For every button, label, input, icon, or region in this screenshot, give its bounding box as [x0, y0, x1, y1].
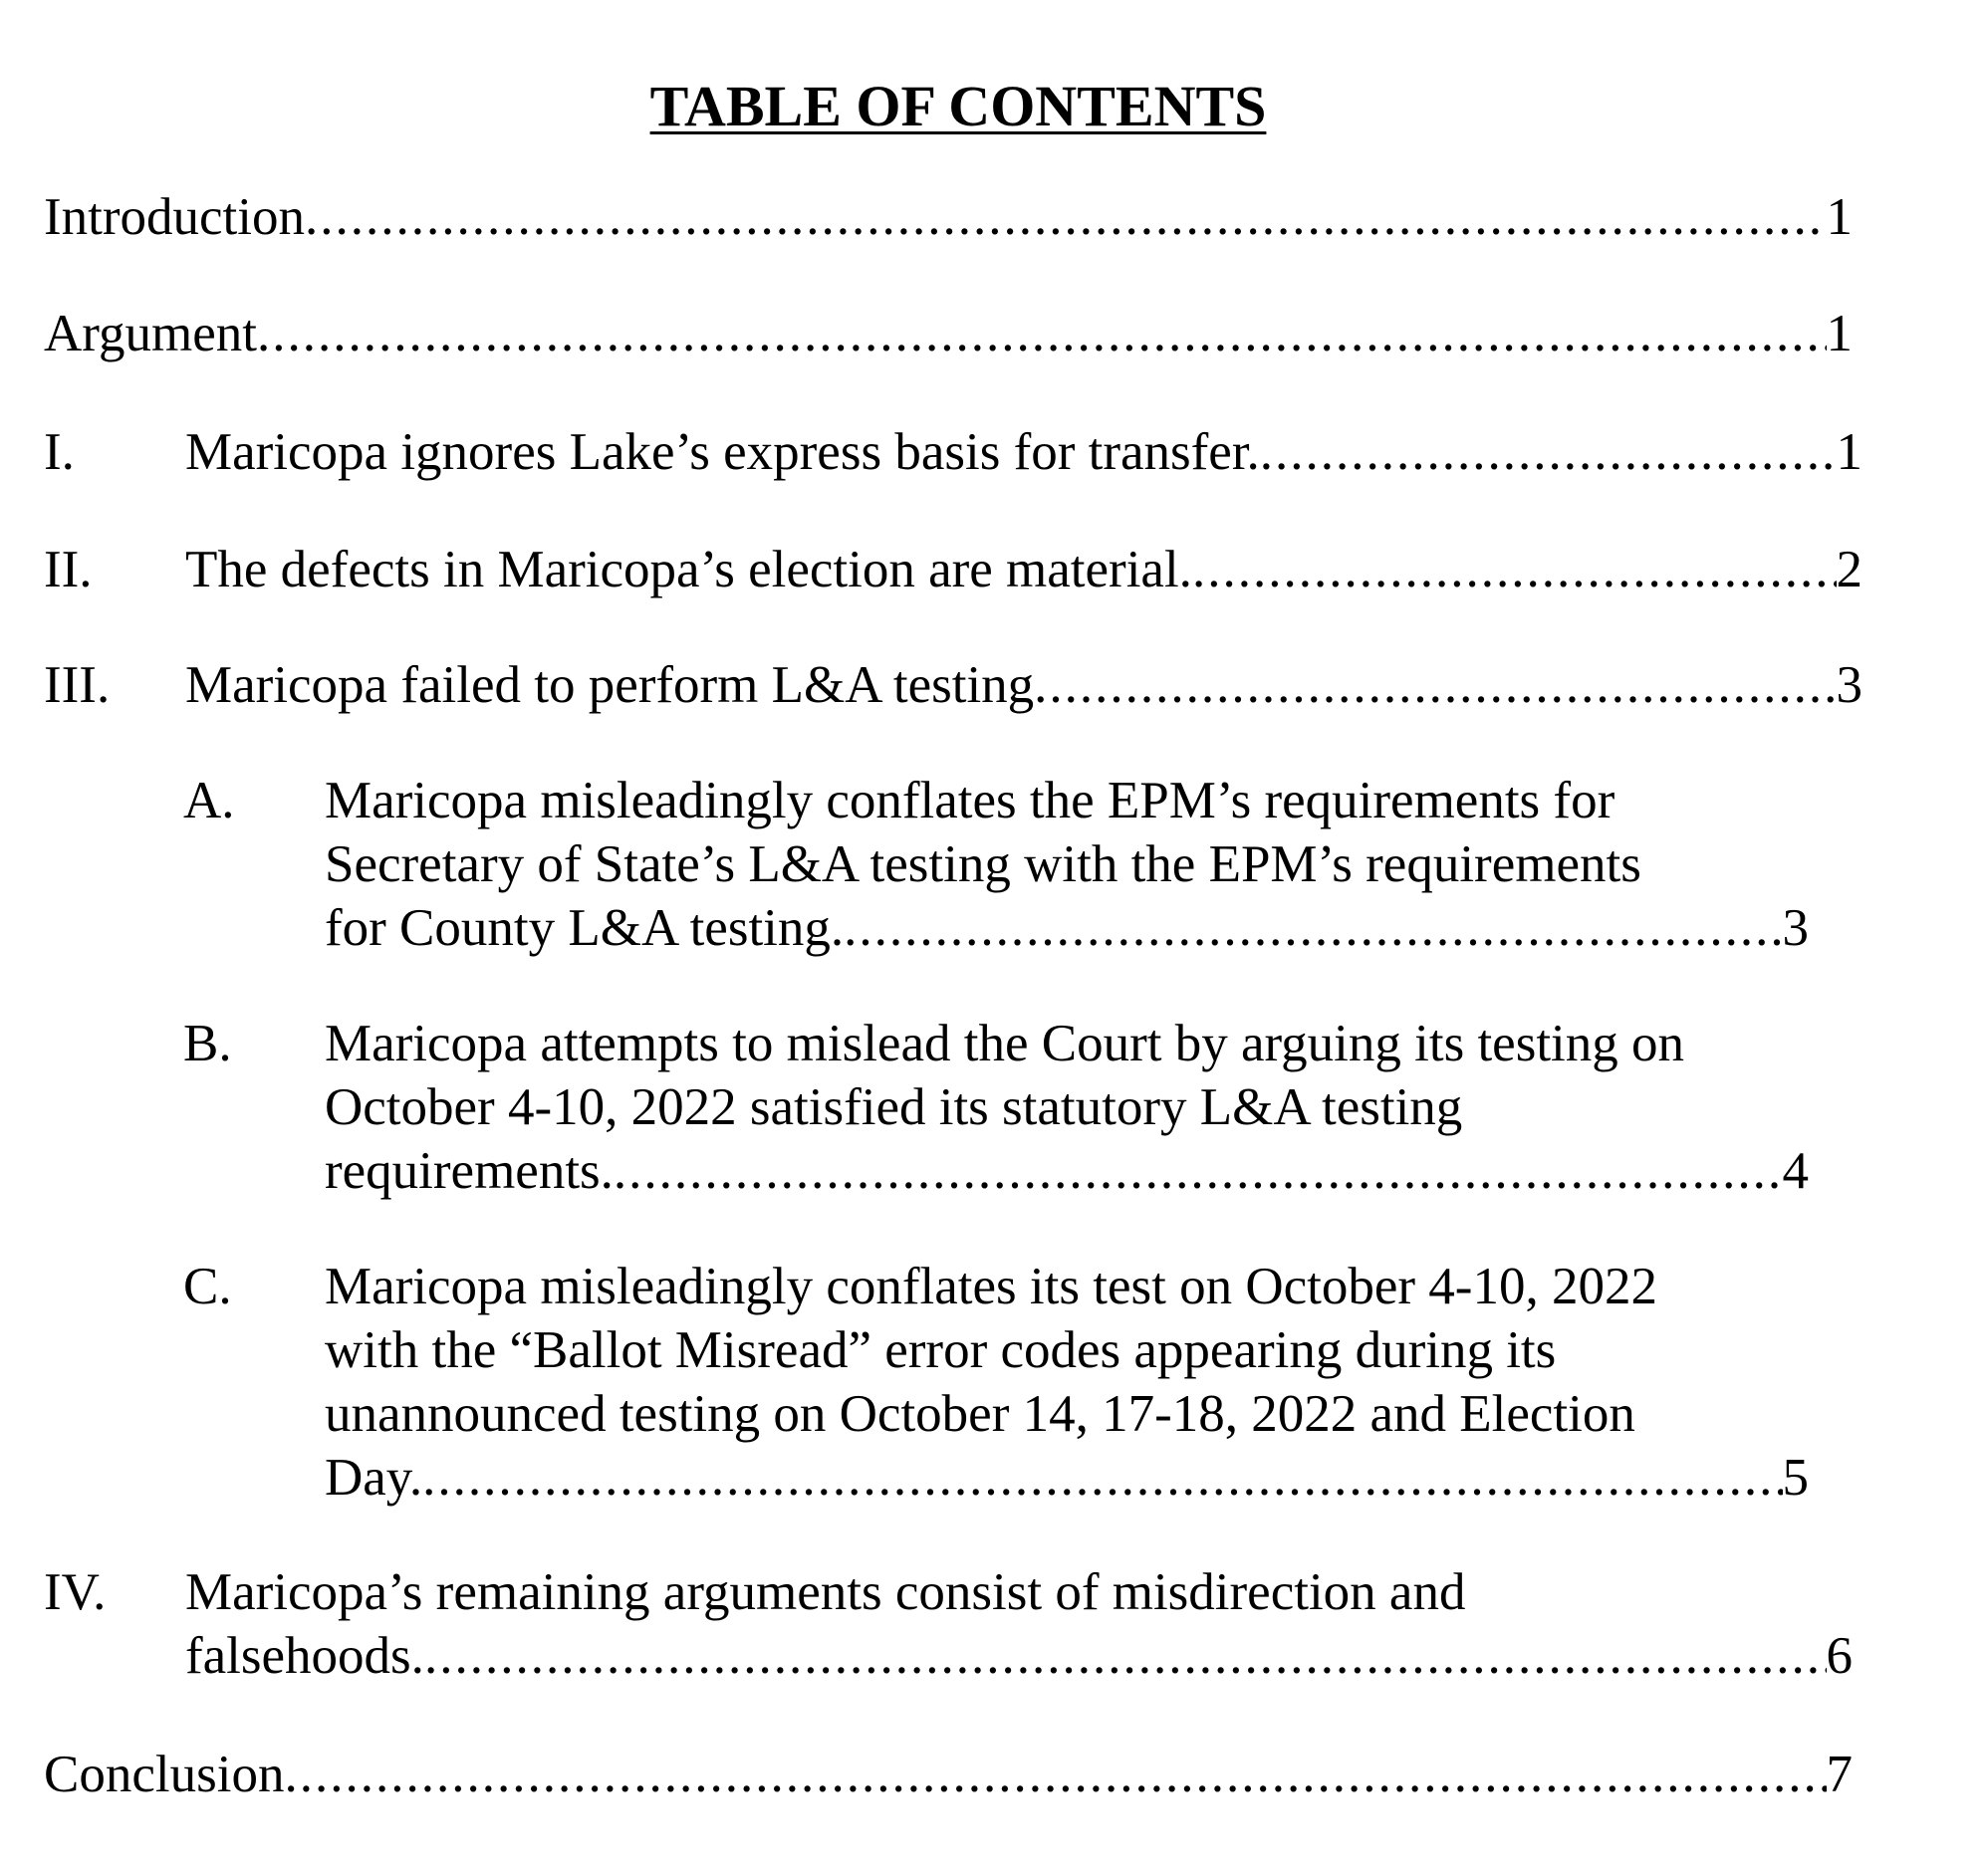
toc-entry-last-line [185, 1624, 1853, 1688]
toc-page-number: 6 [1826, 1627, 1853, 1685]
toc-entry-title: Introduction [44, 188, 305, 246]
toc-entry-text [325, 769, 1809, 960]
toc-entry-text [44, 185, 1853, 249]
toc-entry-title: Conclusion [44, 1746, 285, 1803]
toc-page-number: 3 [1836, 656, 1863, 714]
dot-leader [305, 185, 1827, 249]
toc-entry-last-line [325, 1139, 1809, 1203]
toc-entry-text [185, 653, 1863, 717]
toc-entry-last-line [185, 653, 1863, 717]
toc-page-number: 1 [1826, 188, 1853, 246]
toc-entry-last-line [185, 538, 1863, 601]
dot-leader [1192, 538, 1837, 601]
dot-leader [844, 896, 1782, 960]
toc-page-number: 2 [1836, 541, 1863, 598]
toc-entry-text [185, 420, 1863, 484]
toc-entry-line: unannounced testing on October 14, 17-18, 2022 and Election [325, 1385, 1635, 1443]
dot-leader [424, 1624, 1827, 1688]
toc-entry-title: Argument [44, 305, 257, 362]
toc-entry-text [185, 538, 1863, 601]
toc-page-number: 4 [1782, 1142, 1809, 1200]
toc-entry-last-line [44, 185, 1853, 249]
toc-entry-last-line [44, 1743, 1853, 1806]
toc-entry-line: Maricopa misleadingly conflates the EPM’s requirements for [325, 772, 1615, 829]
toc-entry-number: III. [44, 656, 111, 714]
toc-entry-number: I. [44, 423, 75, 481]
toc-entry-last-line [185, 420, 1863, 484]
toc-page-number: 3 [1782, 899, 1809, 957]
toc-entry-line: Maricopa misleadingly conflates its test on October 4-10, 2022 [325, 1258, 1657, 1315]
toc-entry-number: C. [183, 1258, 232, 1315]
toc-entry-line: with the “Ballot Misread” error codes appearing during its [325, 1321, 1557, 1379]
dot-leader [614, 1139, 1783, 1203]
toc-entry-title: falsehoods. [185, 1627, 424, 1685]
toc-entry-text [325, 1012, 1809, 1203]
toc-entry-text [185, 1560, 1853, 1688]
toc-page-number: 1 [1836, 423, 1863, 481]
dot-leader [1260, 420, 1837, 484]
toc-entry-number: IV. [44, 1563, 107, 1621]
toc-entry-last-line [325, 1446, 1809, 1510]
toc-entry-last-line [44, 302, 1853, 365]
dot-leader [1034, 653, 1836, 717]
toc-title: TABLE OF CONTENTS [649, 74, 1267, 138]
toc-entry-title: Maricopa failed to perform L&A testing [185, 656, 1035, 714]
toc-entry-title: Maricopa ignores Lake’s express basis for transfer. [185, 423, 1260, 481]
toc-entry-line: Secretary of State’s L&A testing with the EPM’s requirements [325, 835, 1641, 893]
toc-entry-last-line [325, 896, 1809, 960]
toc-entry-title: requirements. [325, 1142, 614, 1200]
toc-entry-line: October 4-10, 2022 satisfied its statutory L&A testing [325, 1078, 1463, 1136]
toc-entry-text [325, 1255, 1809, 1510]
toc-entry-text [44, 1743, 1853, 1806]
toc-entry-number: A. [183, 772, 235, 829]
toc-entry-number: II. [44, 541, 93, 598]
dot-leader [422, 1446, 1782, 1510]
dot-leader [257, 302, 1827, 365]
toc-entry-number: B. [183, 1015, 232, 1072]
toc-page-number: 1 [1826, 305, 1853, 362]
toc-entry-title: The defects in Maricopa’s election are material. [185, 541, 1192, 598]
toc-page-number: 5 [1782, 1449, 1809, 1507]
toc-entry-line: Maricopa’s remaining arguments consist of misdirection and [185, 1563, 1466, 1621]
toc-entry-text [44, 302, 1853, 365]
toc-entry-title: for County L&A testing. [325, 899, 845, 957]
toc-page-number: 7 [1826, 1746, 1853, 1803]
toc-entry-title: Day. [325, 1449, 423, 1507]
dot-leader [284, 1743, 1826, 1806]
toc-entry-line: Maricopa attempts to mislead the Court by arguing its testing on [325, 1015, 1685, 1072]
